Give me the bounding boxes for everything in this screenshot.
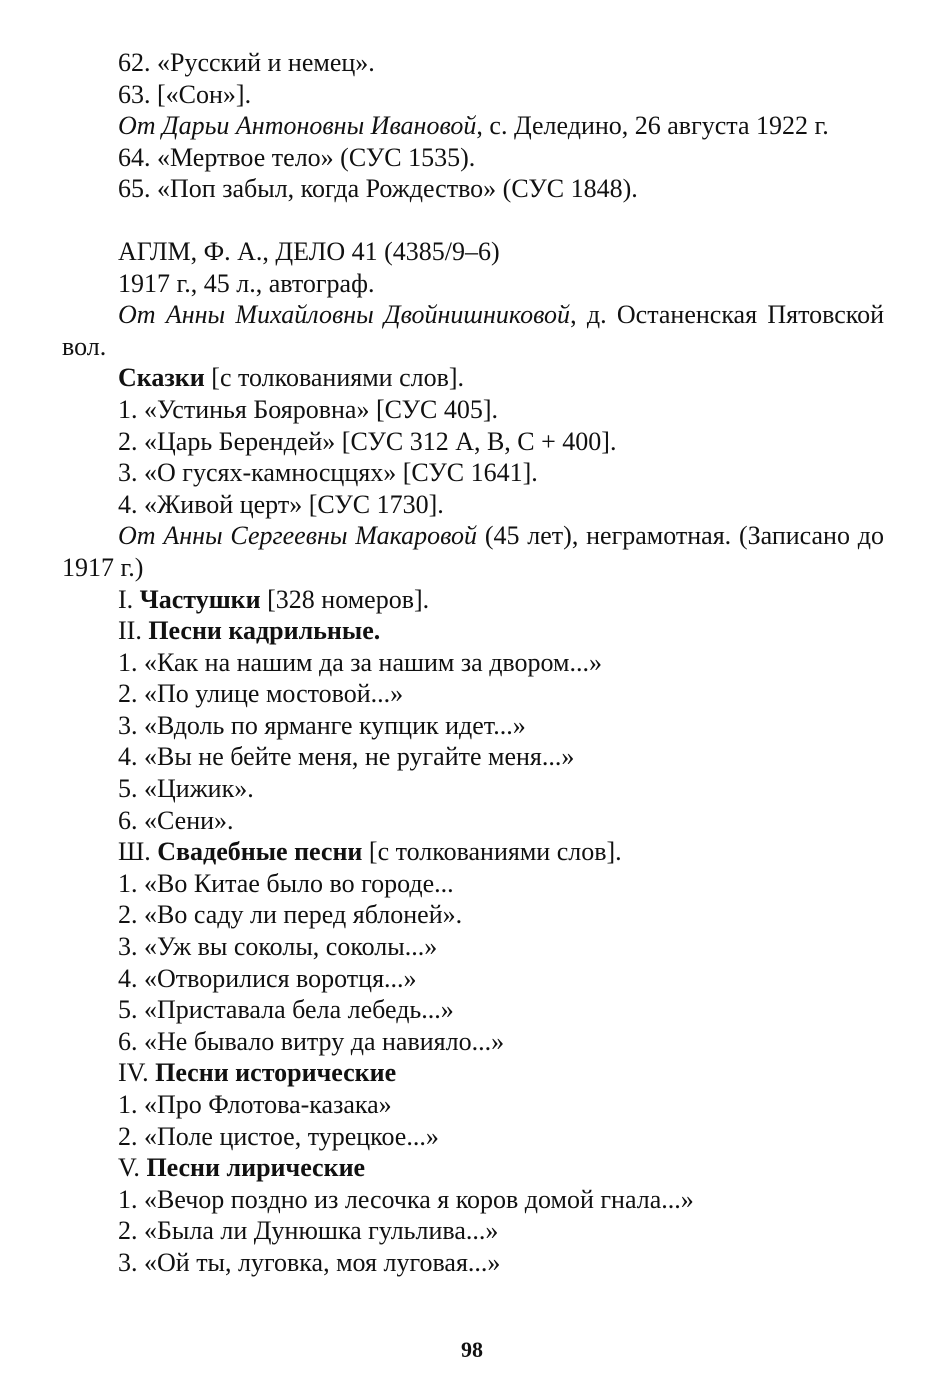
source-paragraph	[62, 110, 884, 142]
archive-heading: АГЛМ, Ф. А., ДЕЛО 41 (4385/9–6)	[118, 236, 500, 266]
section-heading-tales	[62, 362, 884, 394]
section-number: IV.	[118, 1058, 156, 1088]
list-item: 3. «Вдоль по ярманге купцик идет...»	[118, 710, 526, 740]
list-item: 4. «Живой церт» [СУС 1730].	[118, 489, 444, 519]
list-item: 2. «Во саду ли перед яблоней».	[118, 900, 463, 930]
section-heading-historical	[62, 1057, 884, 1089]
source-paragraph	[62, 299, 884, 362]
list-item: 63. [«Сон»].	[118, 79, 252, 109]
list-item: 6. «Сени».	[118, 805, 234, 835]
list-item: 2. «Поле цистое, турецкое...»	[118, 1121, 439, 1151]
section-number: II.	[118, 616, 149, 646]
list-item: 1. «Во Китае было во городе...	[118, 868, 454, 898]
section-title: Частушки	[139, 584, 261, 614]
list-item: 4. «Отворилися воротця...»	[118, 963, 417, 993]
list-item: 1. «Как на нашим да за нашим за двором...»	[118, 647, 602, 677]
list-item: 6. «Не бывало витру да навияло...»	[118, 1026, 505, 1056]
page-number: 98	[461, 1337, 483, 1362]
section-number: V.	[118, 1153, 147, 1183]
list-item: 1. «Устинья Бояровна» [СУС 405].	[118, 394, 499, 424]
section-title: Сказки	[118, 363, 205, 393]
section-note: [с толкованиями слов].	[204, 363, 465, 393]
list-item: 3. «Ой ты, луговка, моя луговая...»	[118, 1247, 501, 1277]
section-title: Песни исторические	[155, 1058, 397, 1088]
list-item: 1. «Вечор поздно из лесочка я коров домой гнала...»	[118, 1184, 694, 1214]
narrator-name: От Дарьи Антоновны Ивановой	[118, 111, 477, 141]
section-heading-wedding	[62, 836, 884, 868]
list-item: 2. «По улице мостовой...»	[118, 679, 404, 709]
list-item: 1. «Про Флотова-казака»	[118, 1090, 392, 1119]
narrator-name: От Анны Михайловны Двойнишниковой	[118, 300, 571, 330]
section-title: Свадебные песни	[157, 837, 363, 867]
section-number: Ш.	[118, 837, 158, 867]
list-item: 65. «Поп забыл, когда Рождество» (СУС 1848).	[118, 174, 638, 204]
list-item: 2. «Царь Берендей» [СУС 312 А, В, С + 400].	[118, 426, 617, 456]
section-note: [328 номеров].	[260, 584, 430, 614]
section-gap	[62, 205, 884, 236]
source-details: (45 лет), неграмотная. (Записано до 1917 г.)	[62, 521, 884, 582]
source-details: , д. Останенская Пятовской вол.	[62, 300, 884, 361]
list-item: 4. «Вы не бейте меня, не ругайте меня...»	[118, 742, 575, 772]
page-content	[62, 47, 884, 1279]
list-item: 3. «Уж вы соколы, соколы...»	[118, 932, 438, 962]
section-heading-lyrical	[62, 1152, 884, 1184]
section-heading-kadril	[62, 615, 884, 647]
source-paragraph	[62, 520, 884, 583]
source-details: , с. Деледино, 26 августа 1922 г.	[476, 111, 829, 141]
archive-meta: 1917 г., 45 л., автограф.	[118, 268, 375, 298]
list-item: 3. «О гусях-камносццях» [СУС 1641].	[118, 458, 538, 488]
list-item: 62. «Русский и немец».	[118, 48, 375, 77]
section-title: Песни кадрильные.	[148, 616, 381, 646]
list-item: 5. «Цижик».	[118, 774, 254, 804]
list-item: 64. «Мертвое тело» (СУС 1535).	[118, 142, 476, 172]
narrator-name: От Анны Сергеевны Макаровой	[118, 521, 478, 551]
list-item: 5. «Приставала бела лебедь...»	[118, 995, 454, 1025]
section-number: I.	[118, 584, 140, 614]
section-title: Песни лирические	[146, 1153, 366, 1183]
section-note: [с толкованиями слов].	[362, 837, 622, 867]
section-heading-chastushki	[62, 584, 884, 616]
list-item: 2. «Была ли Дунюшка гульлива...»	[118, 1216, 499, 1246]
